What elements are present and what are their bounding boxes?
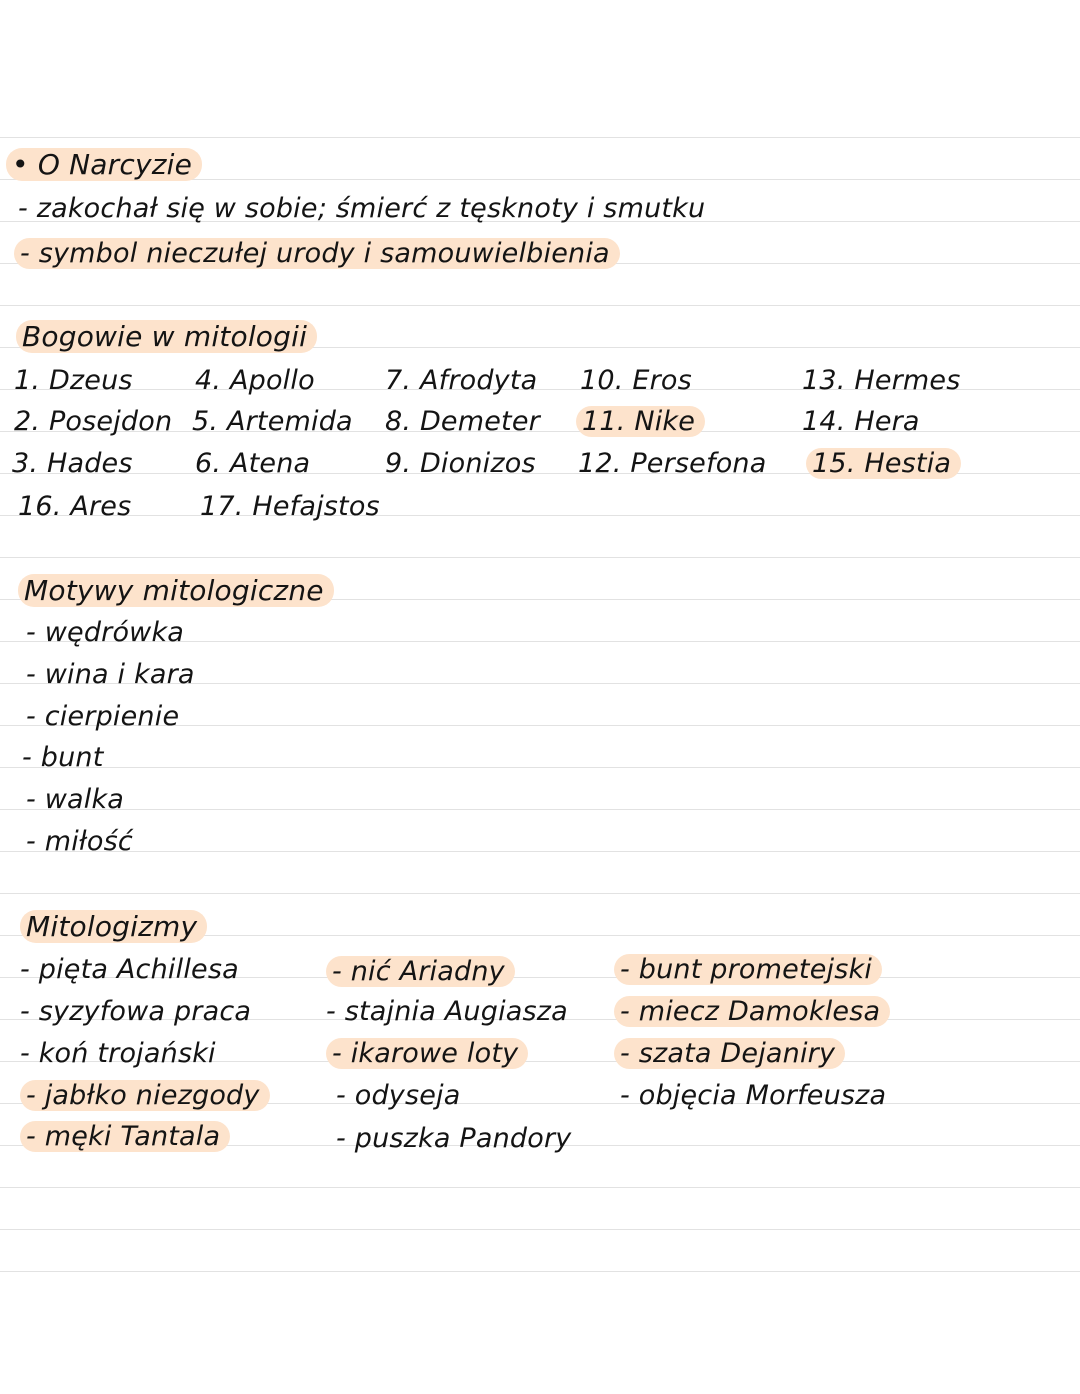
mythologism-item: - objęcia Morfeusza <box>620 1080 887 1111</box>
gods-heading: Bogowie w mitologii <box>16 320 317 354</box>
god-item: 12. Persefona <box>578 448 767 479</box>
mythologism-item: - koń trojański <box>20 1038 216 1069</box>
god-item: 8. Demeter <box>385 406 540 437</box>
mythologisms-heading: Mitologizmy <box>20 910 207 944</box>
mythologism-item-highlighted: - bunt prometejski <box>614 953 882 987</box>
ruled-line <box>0 1229 1080 1230</box>
god-item: 4. Apollo <box>195 365 315 396</box>
narcissus-heading <box>6 148 202 182</box>
mythologism-item: - stajnia Augiasza <box>326 996 568 1027</box>
ruled-line <box>0 557 1080 558</box>
god-item: 5. Artemida <box>192 406 353 437</box>
god-item: 17. Hefajstos <box>200 491 380 522</box>
god-item-highlighted: 11. Nike <box>576 405 705 439</box>
narcissus-title: • O Narcyzie <box>6 148 202 181</box>
god-item: 9. Dionizos <box>385 448 536 479</box>
motif-item: - walka <box>26 784 125 815</box>
god-item: 6. Atena <box>195 448 311 479</box>
narcissus-line-1: - zakochał się w sobie; śmierć z tęsknoty i smutku <box>18 193 706 224</box>
god-item: 1. Dzeus <box>14 365 133 396</box>
ruled-line <box>0 767 1080 768</box>
mythologism-item: - pięta Achillesa <box>20 954 239 985</box>
mythologism-item-highlighted: - jabłko niezgody <box>20 1079 270 1113</box>
god-item: 3. Hades <box>12 448 133 479</box>
god-item: 10. Eros <box>580 365 692 396</box>
god-item: 7. Afrodyta <box>385 365 538 396</box>
narcissus-line-2: - symbol nieczułej urody i samouwielbienia <box>14 237 620 271</box>
ruled-line <box>0 851 1080 852</box>
mythologism-item-highlighted: - miecz Damoklesa <box>614 995 890 1029</box>
motif-item: - miłość <box>26 826 133 857</box>
god-item: 16. Ares <box>18 491 132 522</box>
motif-item: - bunt <box>22 742 104 773</box>
mythologism-item-highlighted: - szata Dejaniry <box>614 1037 845 1071</box>
mythologism-item-highlighted: - nić Ariadny <box>326 955 515 989</box>
ruled-line <box>0 1271 1080 1272</box>
god-item: 13. Hermes <box>802 365 961 396</box>
mythologism-item-highlighted: - ikarowe loty <box>326 1037 528 1071</box>
ruled-line <box>0 137 1080 138</box>
mythologism-item-highlighted: - męki Tantala <box>20 1120 230 1154</box>
god-item: 14. Hera <box>802 406 920 437</box>
motif-item: - wina i kara <box>26 659 195 690</box>
motif-item: - cierpienie <box>26 701 180 732</box>
ruled-line <box>0 515 1080 516</box>
ruled-line <box>0 809 1080 810</box>
god-item-highlighted: 15. Hestia <box>806 447 961 481</box>
mythologism-item: - odyseja <box>336 1080 461 1111</box>
mythologism-item: - syzyfowa praca <box>20 996 252 1027</box>
ruled-line <box>0 893 1080 894</box>
ruled-line <box>0 1187 1080 1188</box>
motif-item: - wędrówka <box>26 617 185 648</box>
motifs-heading: Motywy mitologiczne <box>18 574 334 608</box>
ruled-line <box>0 305 1080 306</box>
god-item: 2. Posejdon <box>14 406 173 437</box>
mythologism-item: - puszka Pandory <box>336 1123 572 1154</box>
